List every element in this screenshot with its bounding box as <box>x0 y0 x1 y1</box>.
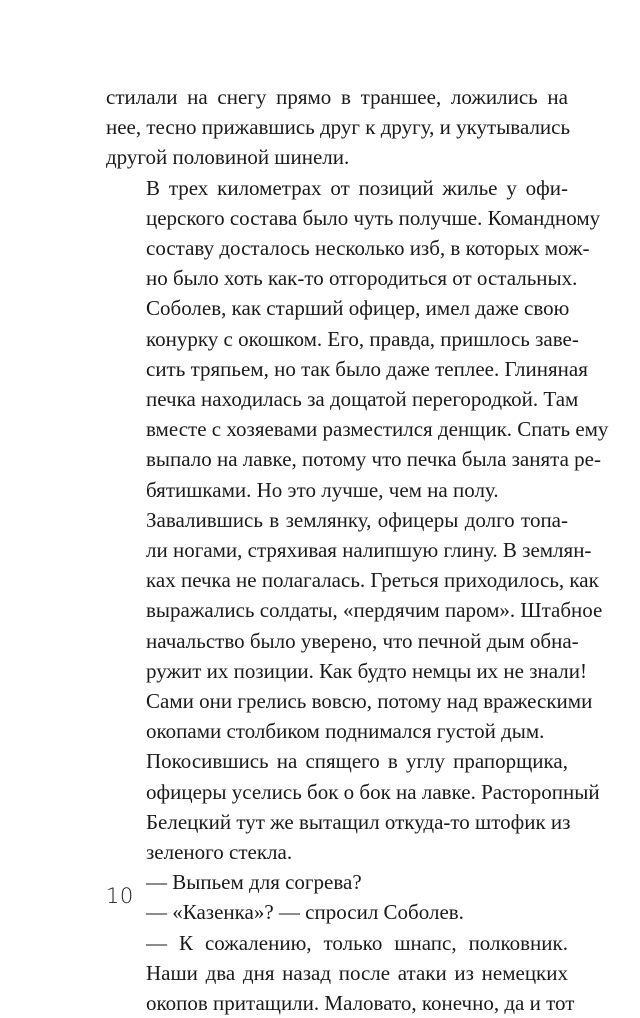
text-line: Белецкий тут же вытащил откуда-то штофик из <box>146 809 571 834</box>
text-line: бятишками. Но это лучше, чем на полу. <box>146 477 499 502</box>
text-line: Завалившись в землянку, офицеры долго топа- <box>146 507 568 532</box>
paragraph <box>106 82 571 173</box>
text-line: ружит их позиции. Как будто немцы их не знали! <box>146 658 587 683</box>
text-line: печка находилась за дощатой перегородкой. Там <box>146 387 579 412</box>
text-line: зеленого стекла. <box>146 840 293 865</box>
paragraph <box>106 746 600 867</box>
text-line: ли ногами, стряхивая налипшую глину. В землян- <box>146 538 592 563</box>
text-line: Покосившись на спящего в углу прапорщика, <box>146 749 568 774</box>
page-number: 10 <box>106 884 134 908</box>
paragraph <box>106 897 568 927</box>
text-line: — «Казенка»? — спросил Соболев. <box>146 900 464 925</box>
text-line: церского состава было чуть получше. Командному <box>146 205 601 230</box>
text-line: — К сожалению, только шнапс, полковник. <box>146 930 568 955</box>
text-line: офицеры уселись бок о бок на лавке. Расторопный <box>146 779 600 804</box>
text-line: Наши два дня назад после атаки из немецких <box>146 960 568 985</box>
text-line: Сами они грелись вовсю, потому над вражескими <box>146 689 593 714</box>
text-line: но было хоть как-то отгородиться от остальных. <box>146 266 578 291</box>
paragraph <box>106 928 575 1018</box>
text-line: стилали на снегу прямо в траншее, ложились на <box>106 85 568 109</box>
text-line: конурку с окошком. Его, правда, пришлось заве- <box>146 326 579 351</box>
text-line: окопами столбиком поднимался густой дым. <box>146 719 545 744</box>
text-line: окопов притащили. Маловато, конечно, да и тот <box>146 991 575 1016</box>
text-line: другой половиной шинели. <box>106 145 350 170</box>
body-text <box>106 82 609 1018</box>
paragraph <box>106 867 568 897</box>
paragraph <box>106 173 609 505</box>
text-line: В трех километрах от позиций жилье у офи- <box>146 175 568 200</box>
text-line: выпало на лавке, потому что печка была занята ре- <box>146 447 601 472</box>
text-line: начальство было уверено, что печной дым обна- <box>146 628 579 653</box>
text-line: выражались солдаты, «пердячим паром». Штабное <box>146 598 603 623</box>
text-line: нее, тесно прижавшись друг к другу, и укутывались <box>106 115 571 140</box>
text-line: составу досталось несколько изб, в которых мож- <box>146 236 590 261</box>
text-line: сить тряпьем, но так было даже теплее. Глиняная <box>146 356 588 381</box>
text-line: Соболев, как старший офицер, имел даже свою <box>146 296 570 321</box>
text-line: — Выпьем для согрева? <box>146 870 362 895</box>
text-line: вместе с хозяевами разместился денщик. Спать ему <box>146 417 609 442</box>
text-line: ках печка не полагалась. Греться приходилось, как <box>146 568 599 593</box>
paragraph <box>106 505 603 747</box>
